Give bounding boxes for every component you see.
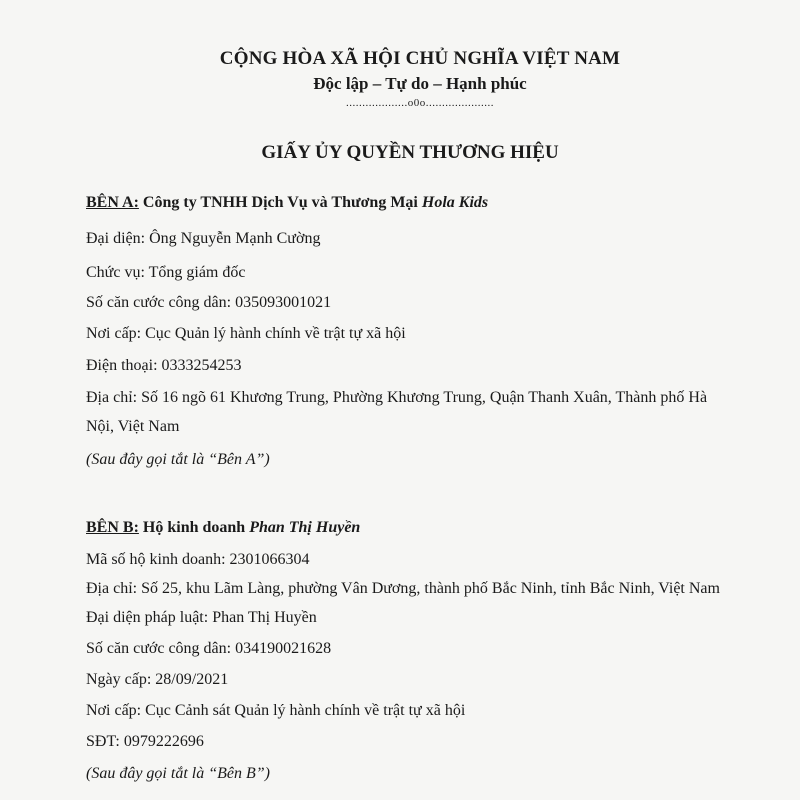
party-a-tag: BÊN A: [86, 194, 139, 211]
header-ornament: ...................o0o..................... [346, 97, 494, 109]
country-name: CỘNG HÒA XÃ HỘI CHỦ NGHĨA VIỆT NAM [219, 48, 621, 69]
party-a-note: (Sau đây gọi tắt là “Bên A”) [86, 451, 270, 468]
party-b-phone: SĐT: 0979222696 [86, 733, 204, 750]
party-a-address: Địa chỉ: Số 16 ngõ 61 Khương Trung, Phường Khương Trung, Quận Thanh Xuân, Thành phố Hà [86, 389, 708, 406]
party-a-phone: Điện thoại: 0333254253 [86, 357, 242, 374]
party-b-name-prefix: Hộ kinh doanh [138, 519, 250, 536]
national-motto: Độc lập – Tự do – Hạnh phúc [313, 74, 527, 93]
party-b-brand: Phan Thị Huyền [249, 519, 361, 536]
party-a-representative: Đại diện: Ông Nguyễn Mạnh Cường [86, 230, 321, 247]
party-b-issued-by: Nơi cấp: Cục Cảnh sát Quản lý hành chính về trật tự xã hội [86, 702, 466, 719]
party-a-brand: Hola Kids [421, 194, 489, 211]
party-b-legal-representative: Đại diện pháp luật: Phan Thị Huyền [86, 609, 317, 626]
party-a-id-number: Số căn cước công dân: 035093001021 [86, 294, 332, 311]
national-header [0, 46, 800, 110]
party-a-name-prefix: Công ty TNHH Dịch Vụ và Thương Mại [138, 194, 422, 211]
party-a-issued-by: Nơi cấp: Cục Quản lý hành chính về trật tự xã hội [86, 325, 406, 342]
party-b-issue-date: Ngày cấp: 28/09/2021 [86, 671, 229, 688]
document-title: GIẤY ỦY QUYỀN THƯƠNG HIỆU [261, 142, 559, 163]
party-a-position: Chức vụ: Tổng giám đốc [86, 264, 246, 281]
party-b-tag: BÊN B: [86, 519, 139, 536]
party-b-heading [86, 518, 360, 538]
party-b-address: Địa chỉ: Số 25, khu Lãm Làng, phường Vân Dương, thành phố Bắc Ninh, tỉnh Bắc Ninh, Việt Nam [86, 580, 720, 597]
party-b-business-code: Mã số hộ kinh doanh: 2301066304 [86, 551, 310, 568]
party-a-heading [86, 193, 488, 213]
party-a-address-cont: Nội, Việt Nam [86, 418, 180, 435]
party-b-id-number: Số căn cước công dân: 034190021628 [86, 640, 332, 657]
party-b-note: (Sau đây gọi tắt là “Bên B”) [86, 765, 270, 782]
